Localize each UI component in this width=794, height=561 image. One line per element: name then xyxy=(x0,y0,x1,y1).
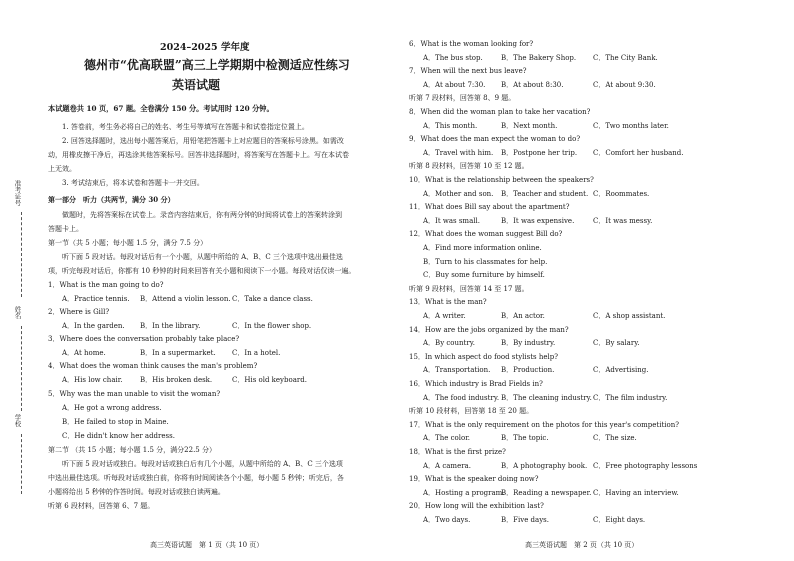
page-footer-2: 高三英语试题 第 2 页（共 10 页） xyxy=(525,541,639,549)
option-c: C．Buy some furniture by himself. xyxy=(423,271,545,280)
note-2c: 上无效。 xyxy=(48,165,76,173)
option-b: B．At about 8:30. xyxy=(501,80,564,89)
question-5-option-b: B．He failed to stop in Maine. xyxy=(62,418,169,426)
section2-intro-a: 听下面 5 段对话或独白。每段对话或独白后有几个小题，从题中所给的 A、B、C 三个选项 xyxy=(62,460,343,468)
option-b: B．The cleaning industry. xyxy=(501,393,592,402)
option-c: C．The City Bank. xyxy=(593,53,658,62)
option-b: B．Reading a newspaper. xyxy=(501,488,592,497)
option-a: A．A writer. xyxy=(423,312,466,320)
question-4: 4．What does the woman think causes the man's problem? xyxy=(48,362,258,370)
option-b: B．Postpone her trip. xyxy=(501,148,578,157)
material-note: 听第 8 段材料，回答第 10 至 12 题。 xyxy=(409,162,529,171)
part1-intro-a: 做题时，先将答案标在试卷上。录音内容结束后，你有两分钟的时间将试卷上的答案转涂到 xyxy=(62,211,342,219)
option-c: C．Comfort her husband. xyxy=(593,148,684,157)
question: 7．When will the next bus leave? xyxy=(409,67,527,76)
option-a: A．The bus stop. xyxy=(423,53,483,62)
part1-heading: 第一部分 听力（共两节，满分 30 分） xyxy=(48,195,175,204)
question: 11．What does Bill say about the apartment? xyxy=(409,203,570,212)
section2-intro-c: 小题将给出 5 秒钟的作答时间。每段对话或独白读两遍。 xyxy=(48,488,225,496)
exam-id-line xyxy=(21,212,22,297)
option-a: A．Mother and son. xyxy=(423,189,494,198)
question-1-option-a: A．Practice tennis. xyxy=(62,295,130,303)
section1-intro-b: 项，听完每段对话后，你都有 10 秒钟的时间来回答有关小题和阅读下一小题。每段对话仅读一遍。 xyxy=(48,267,356,275)
option-b: B．Production. xyxy=(501,366,555,375)
page-footer-1: 高三英语试题 第 1 页（共 10 页） xyxy=(150,541,264,549)
part1-intro-b: 答题卡上。 xyxy=(48,225,83,233)
material-6-note: 听第 6 段材料，回答第 6、7 题。 xyxy=(48,502,155,510)
question: 17．What is the only requirement on the photos for this year's competition? xyxy=(409,420,680,429)
question: 16．Which industry is Brad Fields in? xyxy=(409,380,543,388)
question: 20．How long will the exhibition last? xyxy=(409,502,544,511)
option-c: C．Having an interview. xyxy=(593,488,679,497)
note-1: 1. 答卷前，考生务必将自己的姓名、考生号等填写在答题卡和试卷指定位置上。 xyxy=(62,123,309,131)
subject-title: 英语试题 xyxy=(172,78,221,92)
option-a: A．By country. xyxy=(423,339,475,348)
question-2-option-a: A．In the garden. xyxy=(62,322,125,330)
option-b: B．An actor. xyxy=(501,312,545,320)
question-5-option-a: A．He got a wrong address. xyxy=(62,404,162,412)
name-label: 姓名 xyxy=(13,306,22,319)
option-a: A．A camera. xyxy=(423,461,471,470)
school-line xyxy=(21,434,22,494)
option-a: A．Two days. xyxy=(423,516,471,524)
question: 18．What is the first prize? xyxy=(409,448,506,456)
option-b: B．Turn to his classmates for help. xyxy=(423,257,548,266)
section2-heading: 第二节 （共 15 小题；每小题 1.5 分，满分22.5 分） xyxy=(48,446,216,454)
question-4-option-b: B．His broken desk. xyxy=(140,376,213,384)
option-b: B．Next month. xyxy=(501,121,558,130)
option-c: C．Eight days. xyxy=(593,516,646,524)
material-note: 听第 10 段材料，回答第 18 至 20 题。 xyxy=(409,407,534,416)
question-4-option-a: A．His low chair. xyxy=(62,376,123,384)
school-label: 学校 xyxy=(13,414,22,427)
material-note: 听第 9 段材料，回答第 14 至 17 题。 xyxy=(409,284,529,293)
option-c: C．Advertising. xyxy=(593,366,649,375)
question: 14．How are the jobs organized by the man? xyxy=(409,325,569,334)
exam-id-label: 准考证号 xyxy=(13,180,22,206)
option-a: A．The color. xyxy=(423,434,470,443)
question: 12．What does the woman suggest Bill do? xyxy=(409,230,563,239)
option-b: B．A photography book. xyxy=(501,461,588,470)
question-5: 5．Why was the man unable to visit the woman? xyxy=(48,390,221,398)
question-4-option-c: C．His old keyboard. xyxy=(232,376,307,384)
school-year: 2024–2025 学年度 xyxy=(160,42,250,53)
question: 19．What is the speaker doing now? xyxy=(409,475,539,484)
question-2-option-c: C．In the flower shop. xyxy=(232,322,312,330)
note-2b: 动，用橡皮擦干净后，再选涂其他答案标号。回答非选择题时，将答案写在答题卡上。写在本试卷 xyxy=(48,151,349,159)
option-a: A．This month. xyxy=(423,121,478,130)
section2-intro-b: 中选出最佳选项。听每段对话或独白前，你将有时间阅读各个小题，每小题 5 秒钟；听完后，各 xyxy=(48,474,344,482)
exam-title: 德州市“优高联盟”高三上学期期中检测适应性练习 xyxy=(84,58,350,72)
question: 15．In which aspect do food stylists help? xyxy=(409,352,558,361)
question: 8．When did the woman plan to take her vacation? xyxy=(409,108,591,116)
question: 13．What is the man? xyxy=(409,298,487,307)
question-1: 1．What is the man going to do? xyxy=(48,281,164,289)
question-3-option-a: A．At home. xyxy=(62,349,106,357)
question: 9．What does the man expect the woman to do? xyxy=(409,135,581,144)
note-3: 3. 考试结束后，将本试卷和答题卡一并交回。 xyxy=(62,179,204,187)
material-note: 听第 7 段材料，回答第 8、9 题。 xyxy=(409,94,516,103)
question-2-option-b: B．In the library. xyxy=(140,322,201,330)
question-3-option-c: C．In a hotel. xyxy=(232,349,281,357)
option-b: B．Teacher and student. xyxy=(501,189,589,198)
option-b: B．By industry. xyxy=(501,339,556,348)
option-b: B．Five days. xyxy=(501,516,549,524)
option-c: C．Roommates. xyxy=(593,189,650,198)
question-3: 3．Where does the conversation probably take place? xyxy=(48,335,240,343)
question: 6．What is the woman looking for? xyxy=(409,40,534,48)
option-a: A．Travel with him. xyxy=(423,148,494,157)
option-c: C．The film industry. xyxy=(593,393,668,402)
option-a: A．Hosting a program. xyxy=(423,488,505,497)
option-c: C．A shop assistant. xyxy=(593,312,666,320)
option-c: C．By salary. xyxy=(593,339,640,348)
option-a: A．The food industry. xyxy=(423,393,500,402)
option-b: B．It was expensive. xyxy=(501,216,575,225)
exam-summary: 本试题卷共 10 页，67 题。全卷满分 150 分。考试用时 120 分钟。 xyxy=(48,104,274,113)
option-c: C．The size. xyxy=(593,434,637,443)
section1-intro-a: 听下面 5 段对话。每段对话后有一个小题，从题中所给的 A、B、C 三个选项中选出最佳选 xyxy=(62,253,343,261)
option-c: C．Two months later. xyxy=(593,121,669,130)
option-c: C．Free photography lessons xyxy=(593,461,698,470)
option-a: A．It was small. xyxy=(423,216,480,225)
option-a: A．Find more information online. xyxy=(423,244,542,252)
option-c: C．At about 9:30. xyxy=(593,80,656,89)
option-b: B．The topic. xyxy=(501,434,549,443)
question-2: 2．Where is Gill? xyxy=(48,308,110,316)
question-5-option-c: C．He didn't know her address. xyxy=(62,432,175,440)
option-c: C．It was messy. xyxy=(593,216,653,225)
option-b: B．The Bakery Shop. xyxy=(501,53,577,62)
section1-heading: 第一节（共 5 小题；每小题 1.5 分，满分 7.5 分） xyxy=(48,239,208,247)
question-3-option-b: B．In a supermarket. xyxy=(140,349,216,357)
question-1-option-b: B．Attend a violin lesson. xyxy=(140,295,231,303)
option-a: A．At about 7:30. xyxy=(423,80,486,89)
note-2a: 2. 回答选择题时，选出每小题答案后，用铅笔把答题卡上对应题目的答案标号涂黑。如需改 xyxy=(62,137,344,145)
page-2 xyxy=(397,0,794,561)
question-1-option-c: C．Take a dance class. xyxy=(232,295,313,303)
option-a: A．Transportation. xyxy=(423,366,491,375)
question: 10．What is the relationship between the speakers? xyxy=(409,176,594,184)
name-line xyxy=(21,326,22,411)
